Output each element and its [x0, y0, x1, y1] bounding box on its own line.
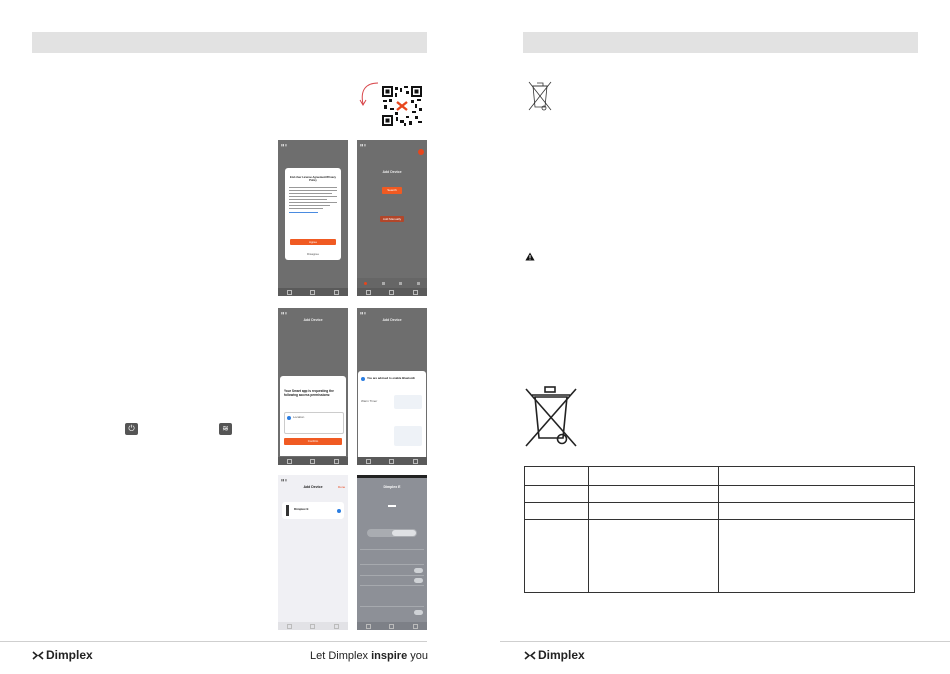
- confirm-button[interactable]: Confirm: [284, 438, 342, 445]
- table-cell: [719, 486, 915, 503]
- toggle-row-2[interactable]: [360, 577, 424, 586]
- qr-code: [382, 86, 422, 126]
- tagline-bold: inspire: [371, 650, 408, 662]
- tagline: [310, 650, 428, 662]
- tagline-prefix: Let Dimplex: [309, 650, 372, 662]
- phone-screen-add-device: [357, 140, 427, 296]
- device-name: Dimplex E: [294, 507, 309, 511]
- status-bar: ▮▮ ▮: [360, 311, 366, 315]
- privacy-title: End-User License Agreement/Privacy Policy: [289, 176, 337, 182]
- weee-bin-icon-small: [527, 80, 553, 113]
- search-button[interactable]: Search: [382, 187, 402, 194]
- tagline-suffix: you: [407, 650, 428, 662]
- power-icon: ⏻: [125, 423, 138, 435]
- bluetooth-icon: [361, 377, 365, 381]
- privacy-text: [289, 185, 337, 215]
- status-bar: ▮▮ ▮: [281, 478, 287, 482]
- table-row: [525, 520, 915, 593]
- nav-bar: [278, 457, 348, 465]
- mode-toggle[interactable]: [367, 529, 417, 537]
- table-cell: [719, 467, 915, 486]
- device-card[interactable]: [282, 502, 344, 519]
- heater-icon: [286, 505, 289, 516]
- nav-bar: [357, 622, 427, 630]
- check-icon: [337, 509, 341, 513]
- options-row[interactable]: [360, 588, 424, 607]
- right-footer-rule: [500, 641, 950, 642]
- dimplex-logo: [32, 648, 93, 662]
- permission-item-label: Location: [293, 415, 305, 419]
- warning-icon: [525, 248, 535, 257]
- heat-icon: ≋: [219, 423, 232, 435]
- spec-table: [524, 466, 915, 593]
- bluetooth-device: Warm Timer: [361, 399, 378, 403]
- nav-bar: [278, 622, 348, 630]
- done-button[interactable]: Done: [338, 485, 346, 489]
- table-cell: [589, 467, 719, 486]
- phone-screen-privacy: [278, 140, 348, 296]
- left-footer-rule: [0, 641, 427, 642]
- table-cell: [589, 486, 719, 503]
- tab-bar: [357, 278, 427, 288]
- nav-bar: [357, 457, 427, 465]
- bluetooth-sheet: [358, 371, 426, 457]
- table-cell: [525, 503, 589, 520]
- toggle-row-1[interactable]: [360, 567, 424, 576]
- table-row: [525, 503, 915, 520]
- add-circle-icon[interactable]: [418, 149, 424, 155]
- phone-screen-permission: [278, 308, 348, 465]
- table-row: [525, 467, 915, 486]
- add-manually-button[interactable]: Add Manually: [380, 216, 404, 222]
- phone-screen-control: [357, 475, 427, 630]
- arrow-icon: [356, 80, 380, 108]
- brand-name: Dimplex: [46, 648, 93, 662]
- disagree-button[interactable]: Disagree: [306, 252, 319, 256]
- permission-item: [284, 412, 344, 434]
- bluetooth-illustration: [394, 395, 422, 409]
- status-bar: ▮▮ ▮: [281, 311, 287, 315]
- device-title: Dimplex E: [383, 485, 401, 489]
- add-device-title: Add Device: [303, 485, 323, 489]
- table-cell: [589, 503, 719, 520]
- nav-bar: [357, 288, 427, 296]
- agree-button[interactable]: Agree: [290, 239, 336, 245]
- bluetooth-illustration-2: [394, 426, 422, 446]
- table-cell: [525, 486, 589, 503]
- permission-sheet: [280, 376, 346, 456]
- status-bar: ▮▮ ▮: [360, 143, 366, 147]
- table-cell: [589, 520, 719, 593]
- table-cell: [525, 520, 589, 593]
- table-cell: [525, 467, 589, 486]
- dimplex-logo-right: [524, 648, 585, 662]
- device-graphic: [388, 505, 396, 507]
- phone-screen-device-found: [278, 475, 348, 630]
- permission-heading: Your Smart app is requesting the following access permissions:: [284, 389, 334, 397]
- add-device-title: Add Device: [382, 170, 402, 174]
- table-cell: [719, 503, 915, 520]
- table-row: [525, 486, 915, 503]
- privacy-dialog: [285, 168, 341, 260]
- left-header-bar: [32, 32, 427, 53]
- bluetooth-heading: You are advised to enable Bluetooth: [367, 376, 416, 380]
- location-icon: [287, 416, 291, 420]
- status-bar: ▮▮ ▮: [281, 143, 287, 147]
- right-header-bar: [523, 32, 918, 53]
- status-bar: [357, 475, 427, 478]
- table-cell: [719, 520, 915, 593]
- settings-row[interactable]: [360, 549, 424, 565]
- brand-name: Dimplex: [538, 648, 585, 662]
- phone-screen-bluetooth: [357, 308, 427, 465]
- add-device-title: Add Device: [382, 318, 402, 322]
- toggle-row-3[interactable]: [360, 609, 424, 617]
- weee-bin-icon-large: [524, 384, 578, 448]
- add-device-title: Add Device: [303, 318, 323, 322]
- nav-bar: [278, 288, 348, 296]
